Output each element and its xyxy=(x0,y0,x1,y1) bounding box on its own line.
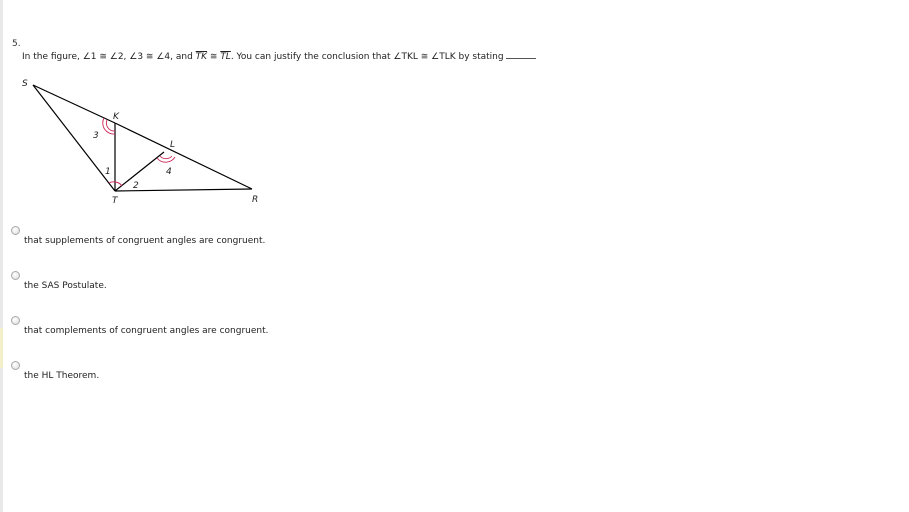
choice-2-radio[interactable] xyxy=(11,271,20,280)
triangle-figure xyxy=(0,70,300,215)
angle-1-label: 1 xyxy=(105,167,111,177)
segment-tl-line xyxy=(115,152,164,191)
question-number: 5. xyxy=(12,39,21,49)
choice-4-label[interactable]: the HL Theorem. xyxy=(24,371,100,381)
choice-4-radio[interactable] xyxy=(11,361,20,370)
choice-1-label[interactable]: that supplements of congruent angles are congruent. xyxy=(24,236,266,246)
choice-1-radio[interactable] xyxy=(11,226,20,235)
angle-2-arc xyxy=(115,182,122,186)
question-stem xyxy=(22,50,536,62)
segment-kl-l-r xyxy=(115,123,252,189)
point-s-label: S xyxy=(22,79,28,89)
angle-4-arc-inner xyxy=(160,156,172,159)
segment-st xyxy=(33,85,115,191)
point-k-label: K xyxy=(113,112,119,122)
choice-4[interactable] xyxy=(0,361,400,385)
angle-4-label: 4 xyxy=(166,167,172,177)
choice-3[interactable] xyxy=(0,316,400,340)
segment-sk xyxy=(33,85,115,123)
stem-text-end: . You can justify the conclusion that ∠TKL ≅ ∠TLK by stating xyxy=(230,52,507,62)
segment-tl: $\overline{TL}$ xyxy=(220,52,231,62)
angle-3-label: 3 xyxy=(93,131,99,141)
choice-3-radio[interactable] xyxy=(11,316,20,325)
choice-3-label[interactable]: that complements of congruent angles are congruent. xyxy=(24,326,269,336)
segment-tk: $\overline{TK}$ xyxy=(195,52,208,62)
choice-1[interactable] xyxy=(0,226,400,250)
point-r-label: R xyxy=(252,195,259,205)
answer-blank xyxy=(506,50,536,59)
choice-2-label[interactable]: the SAS Postulate. xyxy=(24,281,107,291)
angle-1-arc xyxy=(109,182,115,183)
angle-2-label: 2 xyxy=(133,181,139,191)
congruent-symbol: ≅ xyxy=(207,52,221,62)
point-l-label: L xyxy=(170,140,176,150)
choice-2[interactable] xyxy=(0,271,400,295)
stem-text-start: In the figure, ∠1 ≅ ∠2, ∠3 ≅ ∠4, and xyxy=(22,52,196,62)
point-t-label: T xyxy=(112,196,118,206)
angle-4-arc-outer xyxy=(157,157,175,162)
